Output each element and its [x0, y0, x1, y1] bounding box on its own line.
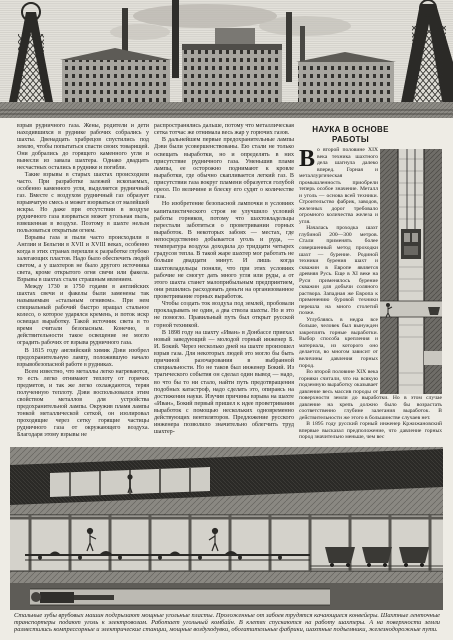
column-middle [154, 123, 294, 445]
paragraph: Во второй половине XIX века горняки считали, что на всякую подземную выработку оказывает давление весь массив породы от поверхности земли до выработки. Но в этом случае давление на крепь должно было бы возрастать соответственно глубине залегания выработок. В действительности же этого в большинстве случаев нет. [299, 369, 442, 421]
mine-cart [428, 307, 440, 315]
paragraph: Углубляясь в недра все больше, человек был вынужден закреплять горные выработки. Выбор способа крепления и материала, из которого оно делается, во многом зависит от величины давления горных пород. [299, 316, 378, 369]
bottom-illustration [10, 447, 443, 610]
paragraph: В 1895 году русский горный инженер Кржижановский впервые высказал предположение, что давление горных пород значительно меньше, чем вес [299, 421, 442, 441]
paragraph: Но изобретение безопасной лампочки в условиях капиталистического строя не улучшило условий работы горняков, потому что шахтовладельцы перестали заботиться о проветривании горных выработок. В некоторых забоях — местах, где непосредственно добывается уголь и руда, — температура воздуха доходила до тридцати четырех градусов тепла. В такой жаре шахтер мог работать не больше двадцати минут. И лишь когда шахтовладельцы поняли, что при этих условиях рабочие не смогут дать много угля или руды, а от этого шахта станет малоприбыльным предприятием, они решились расходовать деньги на организованное проветривание горных выработок. [154, 201, 294, 300]
paragraph: Всем известно, что металлы легко нагреваются, то есть легко отнимают теплоту от горячих предметов, и так же легко охлаждаются, теряя полученную теплоту. Дэви воспользовался этим свойством металлов для устройства предохранительной лампы. Окружив пламя лампы тонкой металлической сеткой, он изолировал проходящие через сетку горящие частицы рудничного газа от окружающего воздуха. Благодаря этому взрывы не [17, 368, 149, 438]
layout-spacer [402, 123, 442, 149]
section-heading: НАУКА В ОСНОВЕ РАБОТЫ [312, 125, 389, 144]
ground [0, 102, 453, 118]
drop-cap: В [299, 146, 316, 172]
top-illustration [0, 0, 453, 118]
paragraph: Взрывы газа и пыли часто происходили в Англии и Бельгии в XVII и XVIII веках, особенно когда в этих странах перешли к разработке глубоко залегающих пластов. Надо было обеспечить людей светом, а у шахтеров не было другого источника света, кроме открытого огня свечи или факела. Взрывы в шахтах стали страшным явлением. [17, 235, 149, 284]
paragraph: В дальнейшем первые предохранительные лампы Дэви были усовершенствованы. Ею стали не только освещать выработки, но и определять в них присутствие рудничного газа. Уменьшив пламя лампы, ее осторожно поднимают к кровле выработки, где обычно скапливается легкий газ. В присутствии газа вокруг пламени образуется голубой ореол. По величине и блеску его судят о количестве газа. [154, 137, 294, 201]
shaft [398, 149, 424, 394]
paragraph: В 1898 году на шахту «Иван» в Донбассе приехал новый заведующий — молодой горный инженер Б. И. Бокий. Через несколько дней на шахте произошел взрыв газа. Для некоторых людей это могло бы быть причиной разочарования в выбранной специальности. Но не таков был инженер Бокий. Из трагического события он сделал один вывод — надо, во что бы то ни стало, найти путь предотвращения подобных катастроф, надо сделать это, опираясь на достижения науки. Изучив причины взрыва на шахте «Иван», Бокий первый пришел к идее проветривания выработок с помощью нескольких одновременно действующих вентиляторов. Предложение русского инженера позволило значительно облегчить труд шахтер- [154, 329, 294, 436]
paragraph: Началась проходка шахт глубиной 200—300 метров. Стали применять более совершенный метод проходки шахт — бурение. Родиной техники бурения шахт и скважин в Европе является древняя Русь. Еще в XI веке на Руси применялось бурение скважин для добычи соляного раствора. Западная же Европа к применению буровой техники перешла на много столетий позже. [299, 225, 378, 317]
paragraph: Чтобы создать ток воздуха под землей, пробовали прокладывать не один, а два ствола шахты. Но и это не помогло. Правильный путь был открыт русской горной техникой. [154, 301, 294, 329]
paragraph-text: о второй половине XIX века техника шахтного дела шагнула далеко вперед. Горная и металлургическая промышленность приобрели теперь особое значение. Металл и уголь — основа всей техники. Строительство фабрик, заводов, железных дорог требовало огромного количества железа и угля. [299, 147, 378, 225]
column-left [17, 123, 149, 445]
paragraph: В 1815 году английский химик Дэви изобрел предохранительную лампу, положившую начало взрывобезопасной работе в рудниках. [17, 347, 149, 368]
paragraph: распространялись дальше, потому что металлическая сетка тотчас же отнимала весь жар у горючих газов. [154, 123, 294, 137]
paragraph: Между 1730 и 1750 годами в английских шахтах свечи и факелы были заменены так называемым «стальным огнивом». При нем специальный рабочий быстро вращал стальное колесо, о которое ударялся кремень, и поток искр освещал выработку. Такой источник света в то время считали безопасным. Конечно, в действительности такое освещение не могло оградить рабочих от взрыва рудничного газа. [17, 284, 149, 347]
paragraph: взрыв рудничного газа. Жены, родители и дети находившихся в руднике рабочих собрались у шахты. Двенадцать храбрецов спустились под землю, чтобы попытаться спасти своих товарищей. Они добрались до горящего каменного угля и вынесли из завала шахтера. Однако двадцать несчастных остались в руднике и погибли. [17, 123, 149, 172]
cage [401, 229, 421, 259]
paragraph: Такие взрывы в старых шахтах происходили часто. При разработке залежей ископаемых, особенно каменного угля, выделяется рудничный газ. Вместе с воздухом рудничный газ образует взрывчатую смесь и может взорваться от малейшей искры. Но даже при отсутствии в воздухе рудничного газа взорваться может угольная пыль, взвешенная в воздухе. Поэтому в шахте нельзя пользоваться открытым огнем. [17, 172, 149, 235]
illustration-caption: Стальные зубы врубовых машин подгрызают мощные угольные пласты. Проложенные от забоев трудятся качающиеся конвейеры. Шахтные ленточные транспортеры подают уголь к электровозам. Работает угольный комбайн. В клетях спускаются на работу шахтеры. А на поверхности земли разместились компрессорные и электрические станции, мощные воздуходувки, обогатительные фабрики, шахтные подъемники, железнодорожные пути. [14, 612, 440, 634]
shaft-illustration [380, 149, 442, 394]
